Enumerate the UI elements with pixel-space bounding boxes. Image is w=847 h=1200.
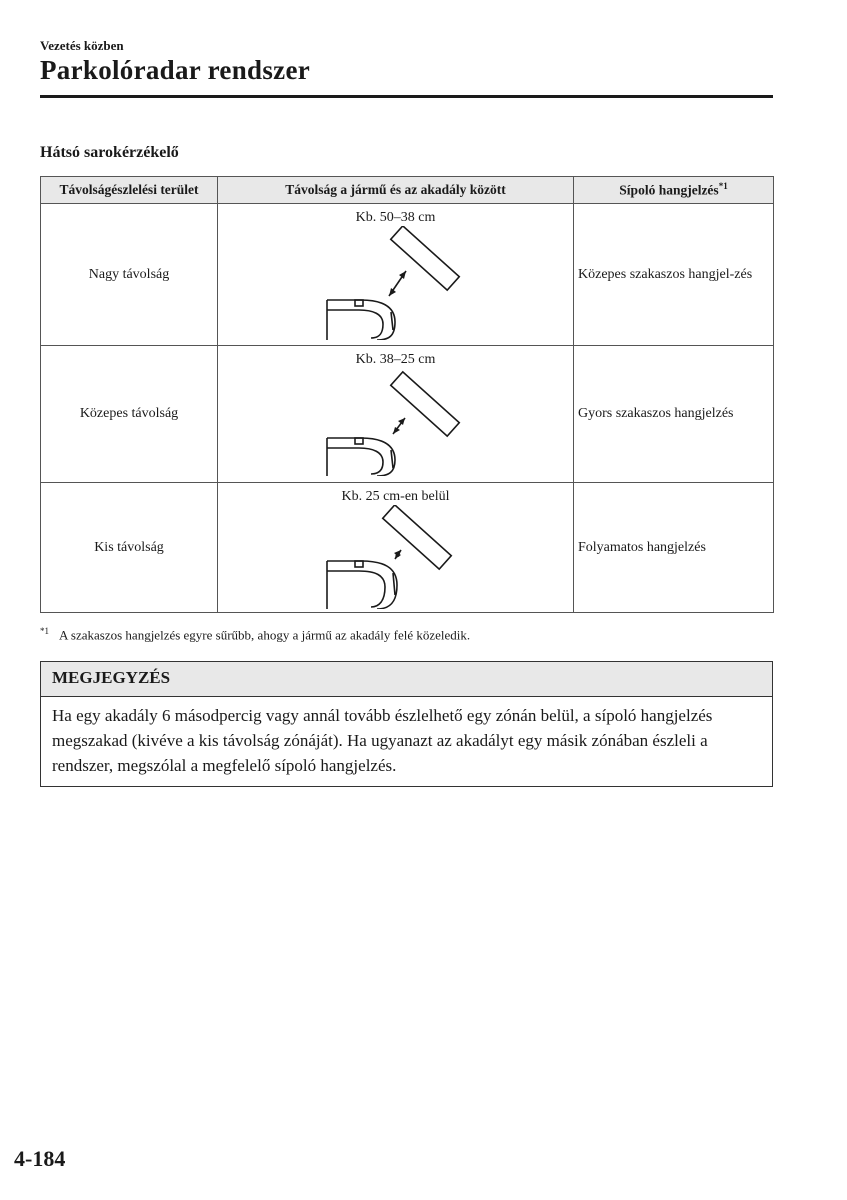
table-header-row [41, 177, 774, 204]
distance-label: Kb. 25 cm-en belül [341, 489, 450, 504]
zone-cell: Kis távolság [41, 483, 218, 613]
subheading: Hátsó sarokérzékelő [40, 144, 179, 161]
footnote-text: A szakaszos hangjelzés egyre sűrűbb, ahogy a jármű az akadály felé közeledik. [59, 627, 471, 643]
car-obstacle-diagram [321, 226, 471, 340]
footnote-ref: *1 [718, 181, 728, 192]
header-tone [574, 177, 774, 204]
tone-cell: Közepes szakaszos hangjel-zés [574, 204, 774, 346]
zone-cell: Nagy távolság [41, 204, 218, 346]
header-distance: Távolság a jármű és az akadály között [218, 177, 574, 204]
page-title: Parkolóradar rendszer [40, 55, 311, 85]
title-rule [40, 95, 773, 98]
note-box [40, 661, 773, 787]
distance-cell [218, 204, 574, 346]
distance-label: Kb. 38–25 cm [355, 352, 436, 367]
tone-cell: Gyors szakaszos hangjelzés [574, 346, 774, 483]
table-row [41, 204, 774, 346]
car-obstacle-diagram [321, 505, 471, 609]
footnote-mark: *1 [40, 626, 49, 636]
footnote [40, 626, 470, 643]
header-tone-label: Sípoló hangjelzés [619, 182, 719, 198]
car-obstacle-diagram [321, 368, 471, 476]
distance-cell [218, 483, 574, 613]
page-number: 4-184 [14, 1146, 66, 1171]
distance-cell [218, 346, 574, 483]
distance-label: Kb. 50–38 cm [355, 210, 436, 225]
table-row [41, 346, 774, 483]
note-body: Ha egy akadály 6 másodpercig vagy annál tovább észlelhető egy zónán belül, a sípoló hangjelzés megszakad (kivéve a kis távolság zónáját). Ha ugyanazt az akadályt egy másik zónában észleli a rendszer, megszólal a megfelelő sípoló hangjelzés. [52, 706, 713, 775]
zone-cell: Közepes távolság [41, 346, 218, 483]
section-label: Vezetés közben [40, 38, 124, 53]
tone-cell: Folyamatos hangjelzés [574, 483, 774, 613]
note-heading: MEGJEGYZÉS [41, 662, 772, 697]
sensor-table [40, 176, 774, 613]
header-zone: Távolságészlelési terület [41, 177, 218, 204]
table-row [41, 483, 774, 613]
